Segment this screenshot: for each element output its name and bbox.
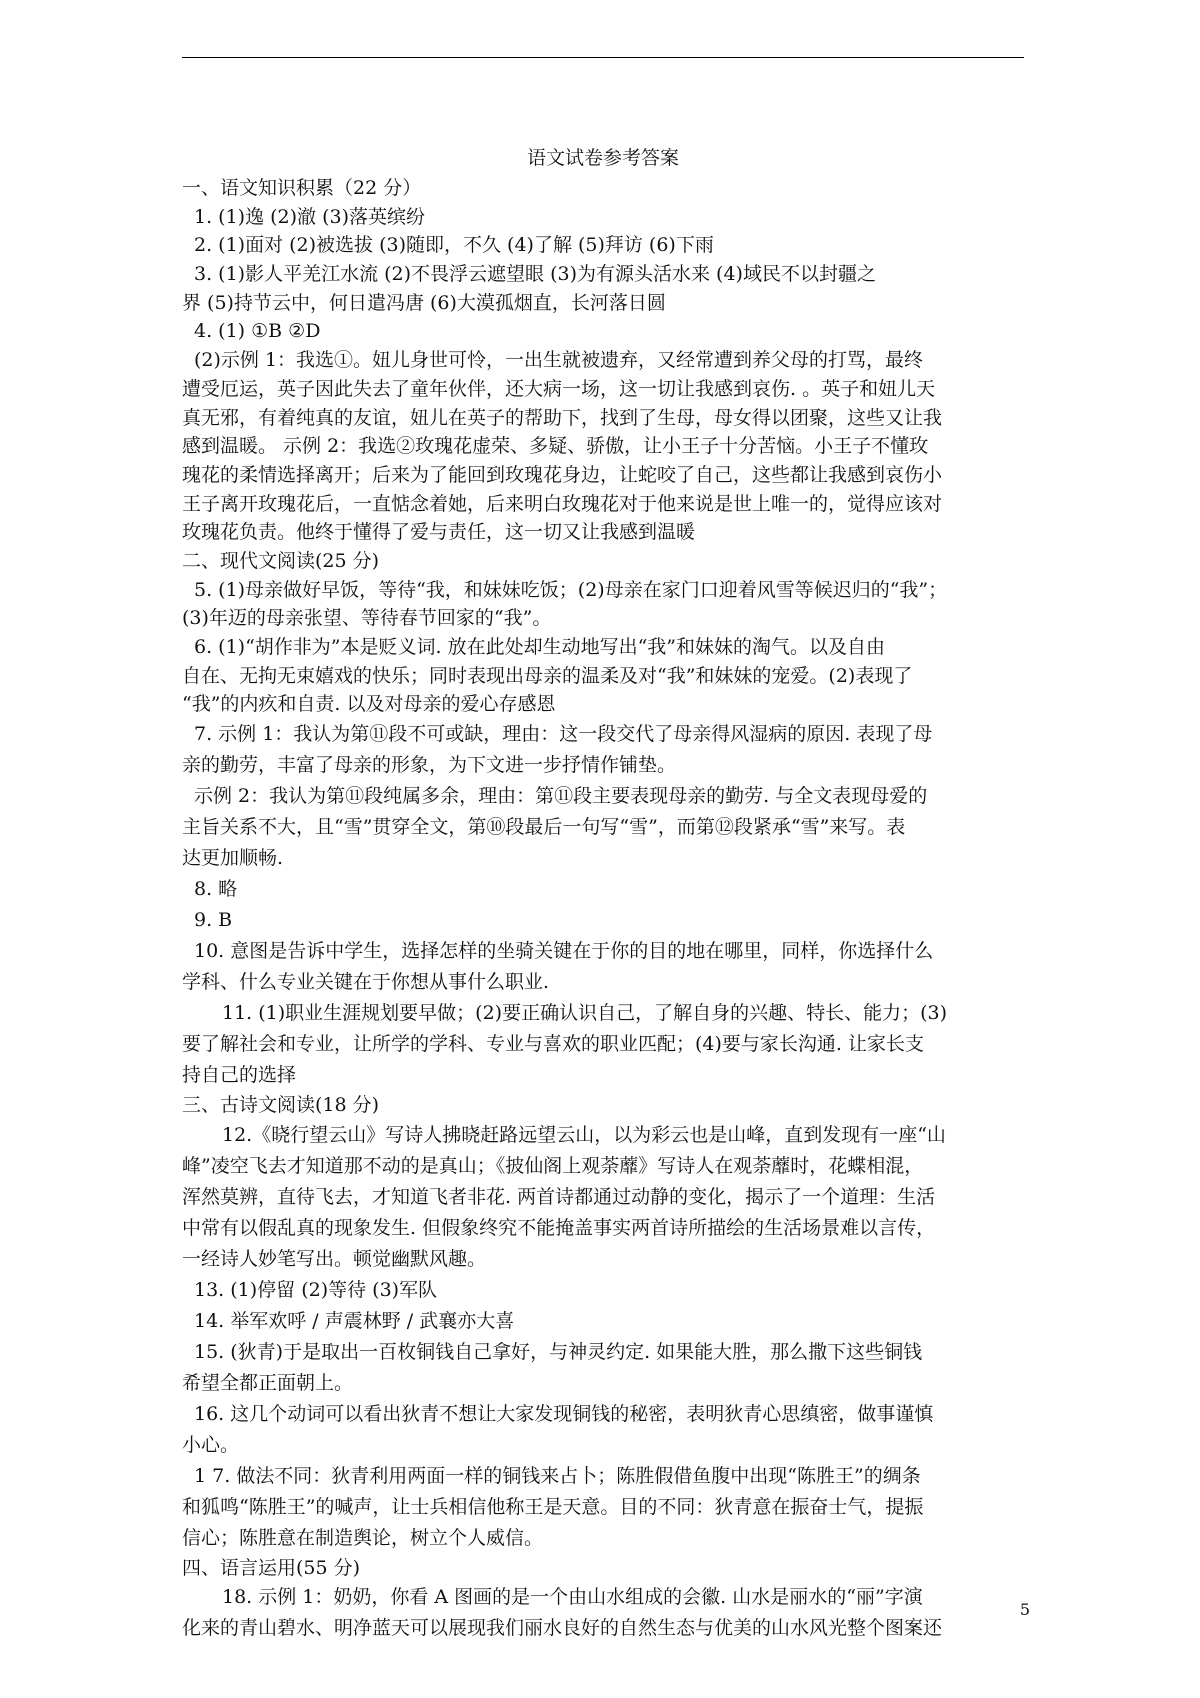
answer-line: 10. 意图是告诉中学生，选择怎样的坐骑关键在于你的目的地在哪里，同样，你选择什么 bbox=[194, 940, 934, 963]
answer-line: 12.《晓行望云山》写诗人拂晓赶路远望云山，以为彩云也是山峰，直到发现有一座“山 bbox=[222, 1123, 946, 1146]
answer-line: 5. (1)母亲做好早饭，等待“我，和妹妹吃饭；(2)母亲在家门口迎着风雪等候迟归的“我”； bbox=[194, 578, 948, 601]
answer-line: 15. (狄青)于是取出一百枚铜钱自己拿好，与神灵约定. 如果能大胜，那么撒下这些铜钱 bbox=[194, 1340, 923, 1363]
answer-line: 7. 示例 1：我认为第⑪段不可或缺，理由：这一段交代了母亲得风湿病的原因. 表现了母 bbox=[194, 723, 933, 746]
answer-line: (3)年迈的母亲张望、等待春节回家的“我”。 bbox=[182, 607, 552, 630]
answer-line: 自在、无拘无束嬉戏的快乐；同时表现出母亲的温柔及对“我”和妹妹的宠爱。(2)表现了 bbox=[182, 664, 913, 687]
answer-line: 1. (1)逸 (2)澈 (3)落英缤纷 bbox=[194, 205, 425, 228]
page-number: 5 bbox=[1019, 1600, 1030, 1619]
answer-line: 13. (1)停留 (2)等待 (3)军队 bbox=[194, 1278, 438, 1301]
answer-line: 真无邪，有着纯真的友谊，妞儿在英子的帮助下，找到了生母，母女得以团聚，这些又让我 bbox=[182, 406, 943, 429]
answer-line: 峰”凌空飞去才知道那不动的是真山；《披仙阁上观荼蘼》写诗人在观荼蘼时，花蝶相混， bbox=[182, 1154, 924, 1177]
answer-line: 6. (1)“胡作非为”本是贬义词. 放在此处却生动地写出“我”和妹妹的淘气。以及自由 bbox=[194, 636, 886, 658]
header-rule bbox=[182, 57, 1024, 58]
answer-line: 主旨关系不大，且“雪”贯穿全文，第⑩段最后一句写“雪”，而第⑫段紧承“雪”来写。表 bbox=[182, 816, 906, 839]
section-heading: 一、语文知识积累（22 分） bbox=[182, 177, 422, 199]
section-heading: 二、现代文阅读(25 分) bbox=[182, 549, 380, 572]
answer-line: 希望全都正面朝上。 bbox=[182, 1371, 354, 1394]
answer-line: (2)示例 1：我选①。妞儿身世可怜，一出生就被遗弃，又经常遭到养父母的打骂，最终 bbox=[194, 349, 924, 372]
answer-line: 信心；陈胜意在制造舆论，树立个人威信。 bbox=[182, 1526, 544, 1549]
answer-line: 和狐鸣“陈胜王”的喊声，让士兵相信他称王是天意。目的不同：狄青意在振奋士气，提振 bbox=[182, 1495, 924, 1518]
answer-line: 瑰花的柔情选择离开；后来为了能回到玫瑰花身边，让蛇咬了自己，这些都让我感到哀伤小 bbox=[182, 463, 943, 486]
answer-line: 界 (5)持节云中，何日遣冯唐 (6)大漠孤烟直，长河落日圆 bbox=[182, 291, 666, 314]
answer-line: 9. B bbox=[194, 909, 233, 932]
answer-line: 8. 略 bbox=[194, 878, 238, 901]
answer-line: 1 7. 做法不同：狄青利用两面一样的铜钱来占卜；陈胜假借鱼腹中出现“陈胜王”的绸条 bbox=[194, 1464, 921, 1487]
section-heading: 四、语言运用(55 分) bbox=[182, 1556, 361, 1579]
answer-line: 持自己的选择 bbox=[182, 1064, 297, 1087]
answer-line: 2. (1)面对 (2)被选拔 (3)随即，不久 (4)了解 (5)拜访 (6)下雨 bbox=[194, 234, 714, 257]
answer-line: 4. (1) ①B ②D bbox=[194, 320, 321, 343]
answer-line: 遭受厄运，英子因此失去了童年伙伴，还大病一场，这一切让我感到哀伤. 。英子和妞儿天 bbox=[182, 377, 936, 400]
answer-line: 王子离开玫瑰花后，一直惦念着她，后来明白玫瑰花对于他来说是世上唯一的，觉得应该对 bbox=[182, 492, 943, 515]
answer-key-content bbox=[182, 142, 1024, 1644]
section-heading: 三、古诗文阅读(18 分) bbox=[182, 1094, 380, 1117]
answer-line: 14. 举军欢呼 / 声震林野 / 武襄亦大喜 bbox=[194, 1309, 515, 1332]
answer-line: 浑然莫辨，直待飞去，才知道飞者非花. 两首诗都通过动静的变化，揭示了一个道理：生活 bbox=[182, 1185, 936, 1208]
answer-line: 3. (1)影人平羌江水流 (2)不畏浮云遮望眼 (3)为有源头活水来 (4)域民不以封疆之 bbox=[194, 263, 876, 286]
answer-line: 要了解社会和专业，让所学的学科、专业与喜欢的职业匹配；(4)要与家长沟通. 让家长支 bbox=[182, 1033, 924, 1056]
page-title: 语文试卷参考答案 bbox=[526, 147, 679, 169]
answer-line: 达更加顺畅. bbox=[182, 847, 284, 870]
answer-line: 亲的勤劳，丰富了母亲的形象，为下文进一步抒情作铺垫。 bbox=[182, 754, 677, 777]
answer-line: 中常有以假乱真的现象发生. 但假象终究不能掩盖事实两首诗所描绘的生活场景难以言传， bbox=[182, 1216, 936, 1239]
answer-line: 16. 这几个动词可以看出狄青不想让大家发现铜钱的秘密，表明狄青心思缜密，做事谨慎 bbox=[194, 1402, 934, 1425]
answer-line: 11. (1)职业生涯规划要早做；(2)要正确认识自己，了解自身的兴趣、特长、能力；(3) bbox=[222, 1002, 947, 1025]
answer-line: 玫瑰花负责。他终于懂得了爱与责任，这一切又让我感到温暖 bbox=[182, 521, 696, 544]
answer-line: 18. 示例 1：奶奶，你看 A 图画的是一个由山水组成的会徽. 山水是丽水的“丽”字演 bbox=[222, 1586, 923, 1609]
answer-line: “我”的内疚和自责. 以及对母亲的爱心存感恩 bbox=[182, 693, 556, 716]
answer-line: 小心。 bbox=[182, 1433, 240, 1456]
answer-line: 化来的青山碧水、明净蓝天可以展现我们丽水良好的自然生态与优美的山水风光整个图案还 bbox=[182, 1617, 943, 1640]
answer-line: 学科、什么专业关键在于你想从事什么职业. bbox=[182, 971, 550, 994]
answer-line: 一经诗人妙笔写出。顿觉幽默风趣。 bbox=[182, 1247, 487, 1270]
answer-line: 感到温暖。 示例 2：我选②玫瑰花虚荣、多疑、骄傲，让小王子十分苦恼。小王子不懂玫 bbox=[182, 435, 929, 458]
answer-line: 示例 2：我认为第⑪段纯属多余，理由：第⑪段主要表现母亲的勤劳. 与全文表现母爱的 bbox=[194, 785, 928, 808]
